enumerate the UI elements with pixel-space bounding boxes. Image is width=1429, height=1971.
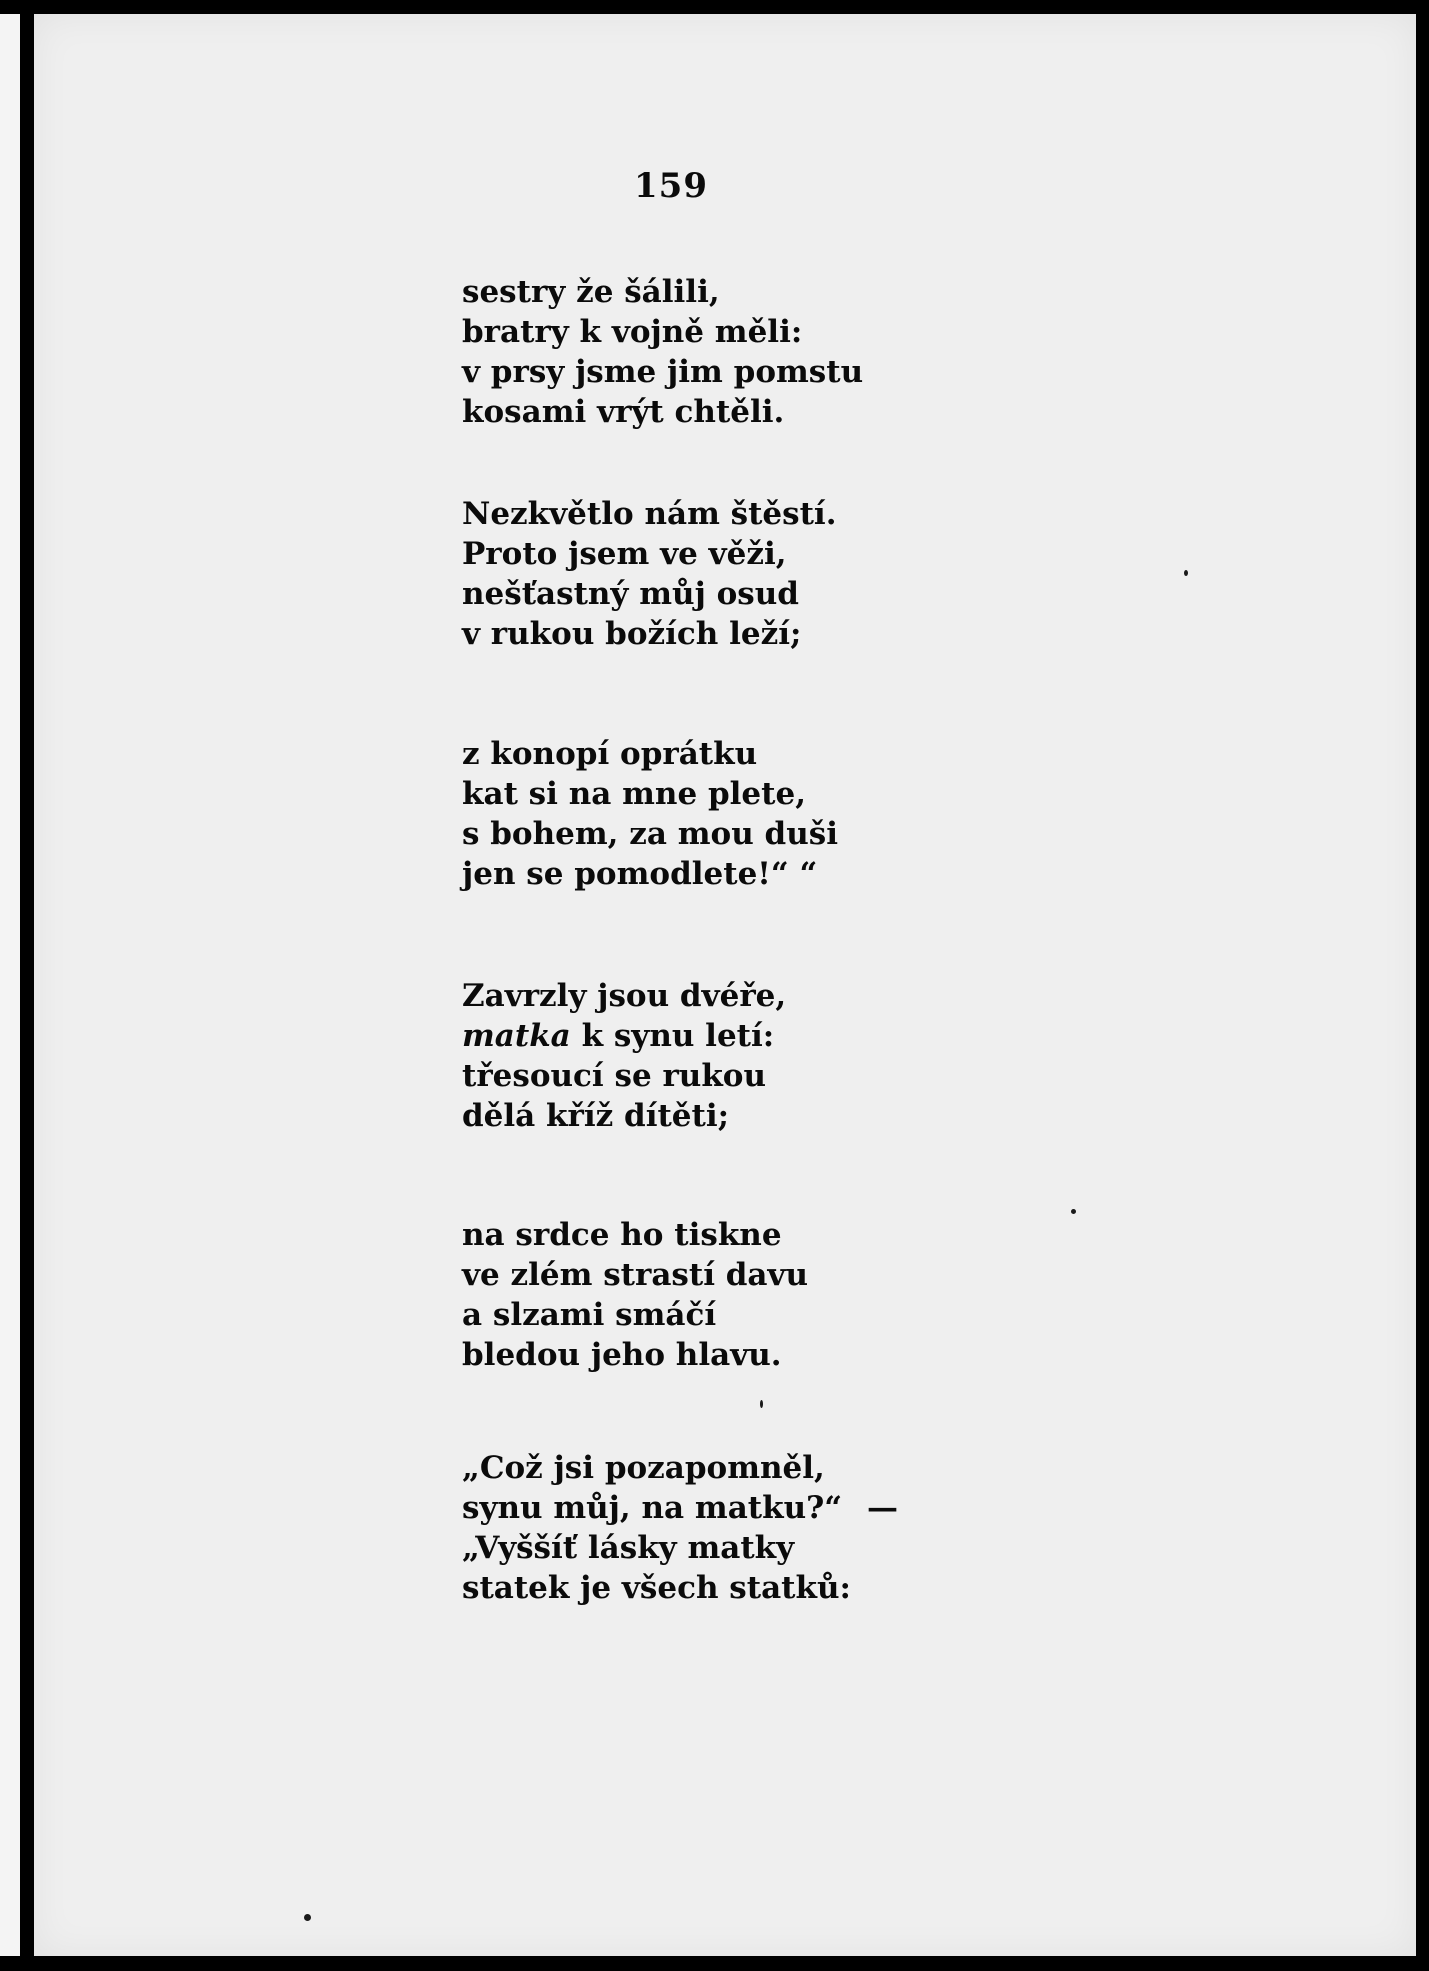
page-number: 159: [634, 166, 708, 206]
verse-line: bratry k vojně měli:: [462, 314, 803, 350]
verse-line: sestry že šálili,: [462, 274, 720, 310]
verse-line: Proto jsem ve věži,: [462, 536, 787, 572]
verse-line: kat si na mne plete,: [462, 776, 806, 812]
ink-speck: [1184, 570, 1188, 576]
ink-speck: [304, 1914, 311, 1921]
verse-line: „Vyššíť lásky matky: [462, 1530, 795, 1566]
verse-line: Zavrzly jsou dvéře,: [462, 978, 787, 1014]
verse-line: z konopí oprátku: [462, 736, 758, 772]
verse-line: [462, 1016, 774, 1056]
verse-line: třesoucí se rukou: [462, 1058, 767, 1094]
book-page: [34, 14, 1416, 1956]
verse-line: „Což jsi pozapomněl,: [462, 1450, 825, 1486]
verse-line-rest: k synu letí:: [581, 1018, 775, 1054]
verse-line: bledou jeho hlavu.: [462, 1337, 782, 1373]
verse-line: kosami vrýt chtěli.: [462, 394, 785, 430]
verse-line: dělá kříž dítěti;: [462, 1098, 730, 1134]
verse-line: statek je všech statků:: [462, 1570, 851, 1606]
verse-line: v prsy jsme jim pomstu: [462, 354, 864, 390]
verse-line: nešťastný můj osud: [462, 576, 799, 612]
verse-line: synu můj, na matku?“: [462, 1490, 843, 1526]
verse-line: v rukou božích leží;: [462, 616, 802, 652]
facing-page-edge: [0, 14, 20, 1956]
italic-word: matka: [462, 1018, 571, 1054]
verse-line: ve zlém strastí davu: [462, 1257, 809, 1293]
verse-line: na srdce ho tiskne: [462, 1217, 782, 1253]
verse-line: Nezkvětlo nám štěstí.: [462, 496, 837, 532]
verse-line: jen se pomodlete!“ “: [462, 856, 818, 892]
ink-speck: [760, 1400, 763, 1408]
verse-line: a slzami smáčí: [462, 1297, 717, 1333]
em-dash: —: [867, 1490, 898, 1526]
ink-speck: [1071, 1209, 1076, 1214]
verse-line: s bohem, za mou duši: [462, 816, 838, 852]
